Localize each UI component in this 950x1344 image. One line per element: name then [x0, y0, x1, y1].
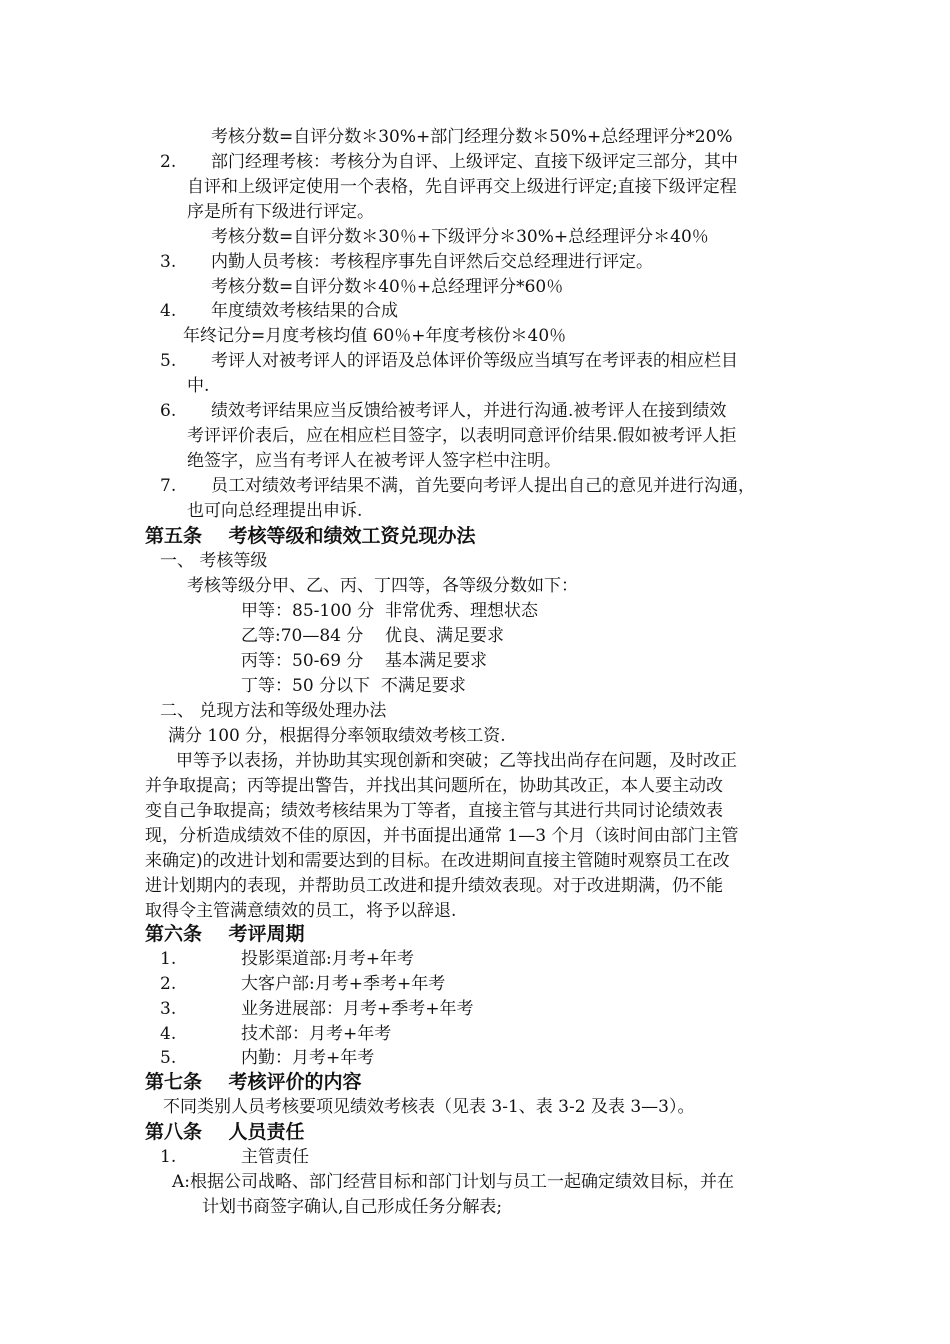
- list-item-text: 绩效考评结果应当反馈给被考评人，并进行沟通.被考评人在接到绩效: [211, 401, 727, 421]
- list-item-text: 主管责任: [241, 1147, 309, 1167]
- paragraph-line: 不同类别人员考核要项见绩效考核表（见表 3-1、表 3-2 及表 3—3）。: [163, 1097, 695, 1117]
- list-item-text: 年度绩效考核结果的合成: [211, 301, 398, 321]
- paragraph-line: 取得令主管满意绩效的员工，将予以辞退.: [145, 901, 457, 921]
- list-number: 5.: [160, 1048, 177, 1068]
- list-item-text: 中.: [187, 376, 210, 396]
- paragraph-line: 现，分析造成绩效不佳的原因，并书面提出通常 1—3 个月（该时间由部门主管: [145, 826, 739, 846]
- section-subheading: 二、 兑现方法和等级处理办法: [160, 701, 387, 721]
- list-item-text: 自评和上级评定使用一个表格，先自评再交上级进行评定;直接下级评定程: [187, 177, 737, 197]
- grade-line: 丙等：50-69 分 基本满足要求: [241, 651, 488, 671]
- list-number: 3.: [160, 252, 177, 272]
- article-heading: 第八条 人员责任: [145, 1121, 305, 1143]
- paragraph-line: 甲等予以表扬，并协助其实现创新和突破；乙等找出尚存在问题，及时改正: [176, 751, 737, 771]
- paragraph-line: 进计划期内的表现，并帮助员工改进和提升绩效表现。对于改进期满，仍不能: [145, 876, 723, 896]
- list-item-text: 考评人对被考评人的评语及总体评价等级应当填写在考评表的相应栏目: [211, 351, 738, 371]
- paragraph-line: A:根据公司战略、部门经营目标和部门计划与员工一起确定绩效目标，并在: [172, 1172, 735, 1192]
- list-item-text: 大客户部:月考+季考+年考: [241, 974, 446, 994]
- list-item-text: 也可向总经理提出申诉.: [187, 501, 363, 521]
- paragraph-line: 计划书商签字确认,自己形成任务分解表;: [202, 1197, 503, 1217]
- paragraph-line: 考核等级分甲、乙、丙、丁四等，各等级分数如下：: [187, 576, 578, 596]
- formula-line: 考核分数=自评分数＊30％+下级评分＊30%+总经理评分＊40％: [211, 227, 709, 247]
- grade-line: 乙等:70—84 分 优良、满足要求: [241, 626, 505, 646]
- list-number: 4.: [160, 301, 177, 321]
- formula-line: 年终记分=月度考核均值 60％+年度考核份＊40％: [183, 326, 567, 346]
- list-number: 5.: [160, 351, 177, 371]
- list-number: 2.: [160, 152, 177, 172]
- list-item-text: 考评评价表后，应在相应栏目签字，以表明同意评价结果.假如被考评人拒: [187, 426, 737, 446]
- paragraph-line: 来确定)的改进计划和需要达到的目标。在改进期间直接主管随时观察员工在改: [145, 851, 730, 871]
- formula-line: 考核分数=自评分数＊40％+总经理评分*60％: [211, 277, 564, 297]
- list-item-text: 内勤：月考+年考: [241, 1048, 375, 1068]
- list-number: 1.: [160, 949, 177, 969]
- list-number: 4.: [160, 1024, 177, 1044]
- list-item-text: 投影渠道部:月考+年考: [241, 949, 414, 969]
- list-number: 2.: [160, 974, 177, 994]
- article-heading: 第六条 考评周期: [145, 923, 305, 945]
- article-heading: 第五条 考核等级和绩效工资兑现办法: [145, 525, 476, 547]
- list-item-text: 部门经理考核：考核分为自评、上级评定、直接下级评定三部分，其中: [211, 152, 738, 172]
- list-item-text: 业务进展部：月考+季考+年考: [241, 999, 474, 1019]
- paragraph-line: 并争取提高；丙等提出警告，并找出其问题所在，协助其改正，本人要主动改: [145, 776, 723, 796]
- section-subheading: 一、 考核等级: [160, 551, 268, 571]
- list-item-text: 员工对绩效考评结果不满，首先要向考评人提出自己的意见并进行沟通，: [211, 476, 755, 496]
- paragraph-line: 满分 100 分，根据得分率领取绩效考核工资.: [168, 726, 506, 746]
- list-item-text: 内勤人员考核：考核程序事先自评然后交总经理进行评定。: [211, 252, 653, 272]
- formula-line: 考核分数=自评分数＊30%+部门经理分数＊50%+总经理评分*20%: [211, 127, 733, 147]
- list-number: 7.: [160, 476, 177, 496]
- grade-line: 丁等：50 分以下 不满足要求: [241, 676, 466, 696]
- list-item-text: 绝签字，应当有考评人在被考评人签字栏中注明。: [187, 451, 561, 471]
- list-number: 6.: [160, 401, 177, 421]
- grade-line: 甲等：85-100 分 非常优秀、理想状态: [241, 601, 539, 621]
- article-heading: 第七条 考核评价的内容: [145, 1071, 362, 1093]
- list-item-text: 技术部：月考+年考: [241, 1024, 392, 1044]
- list-item-text: 序是所有下级进行评定。: [187, 202, 374, 222]
- list-number: 1.: [160, 1147, 177, 1167]
- paragraph-line: 变自己争取提高；绩效考核结果为丁等者，直接主管与其进行共同讨论绩效表: [145, 801, 723, 821]
- list-number: 3.: [160, 999, 177, 1019]
